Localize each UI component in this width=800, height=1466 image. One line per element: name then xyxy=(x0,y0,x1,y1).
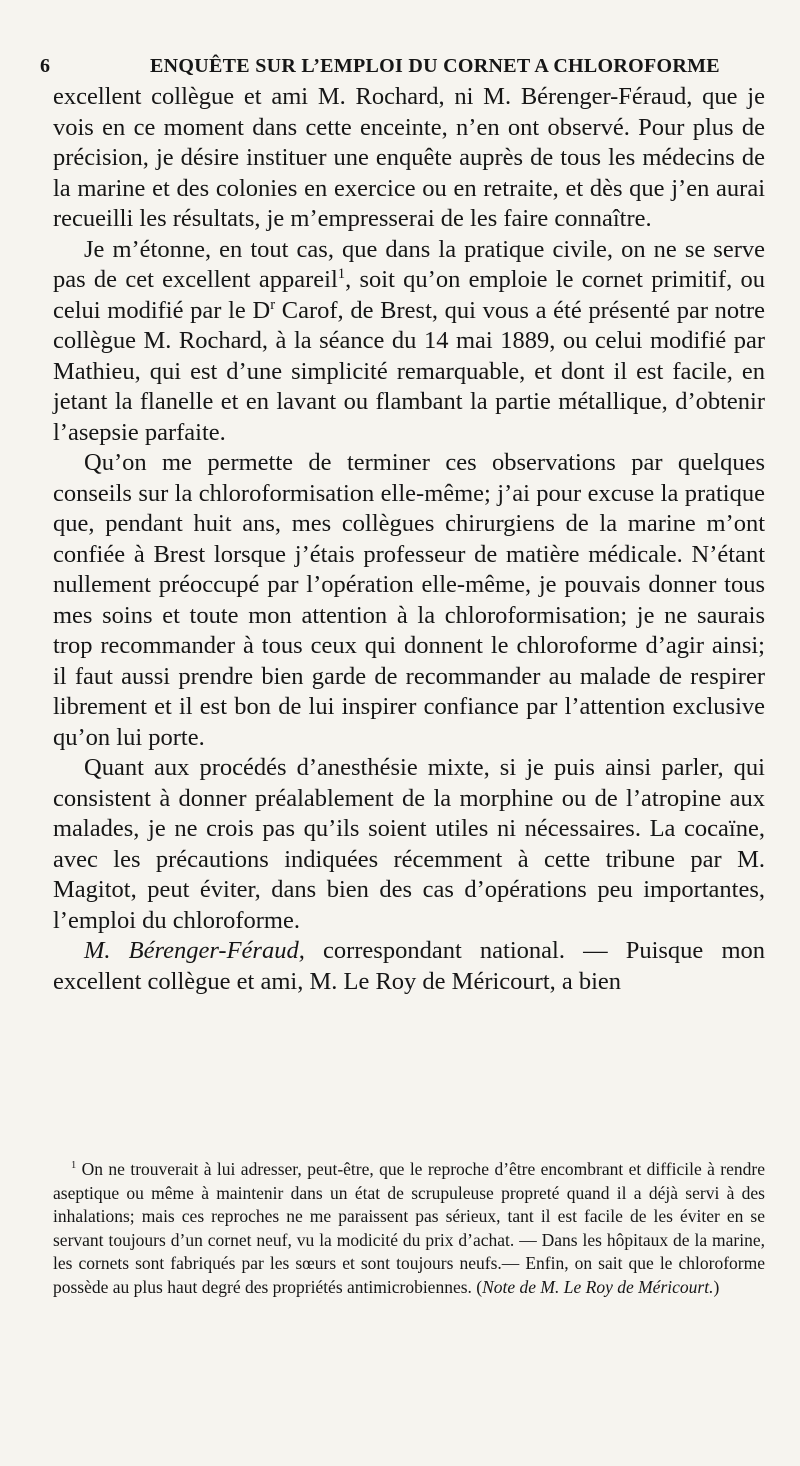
paragraph xyxy=(53,82,765,235)
footnote-text: On ne trouverait à lui adresser, peut-être, que le reproche d’être encombrant et difficile à rendre aseptique ou même à maintenir dans un état de scrupuleuse propreté quand il a déjà servi à des inhalations; mais ces reproches ne me paraissent pas sérieux, tant il est facile de les éviter en se servant toujours d’un cornet neuf, vu la modicité du prix d’achat. — Dans les hôpitaux de la marine, les cornets sont fabriqués par les sœurs et sont toujours neufs.— Enfin, on sait que le chloroforme possède au plus haut degré des propriétés antimicrobiennes. ( xyxy=(53,1159,765,1297)
paragraph-text: Qu’on me permette de terminer ces observations par quelques conseils sur la chloroformisation elle-même; j’ai pour excuse la pratique que, pendant huit ans, mes collègues chirurgiens de la marine m’ont confiée à Brest lorsque j’étais professeur de matière médicale. N’étant nullement préoccupé par l’opération elle-même, je pouvais donner tous mes soins et toute mon attention à la chloroformisation; je ne saurais trop recommander à tous ceux qui donnent le chloroforme d’agir ainsi; il faut aussi prendre bien garde de recommander au malade de respirer librement et il est bon de lui inspirer confiance par l’attention exclusive qu’on lui porte. xyxy=(53,449,765,751)
footnote-reference: 1 xyxy=(337,265,346,282)
footnote-marker: 1 xyxy=(71,1160,77,1172)
footnote-attribution: Note de M. Le Roy de Méricourt. xyxy=(482,1276,714,1297)
paragraph xyxy=(53,448,765,753)
paragraph xyxy=(53,936,765,997)
paragraph xyxy=(53,753,765,936)
paragraph-text: Carof, de Brest, qui vous a été présenté par notre collègue M. Rochard, à la séance du 14 mai 1889, ou celui modifié par Mathieu, qui est d’une simplicité remarquable, et dont il est facile, en jetant la flanelle et en lavant ou flambant la partie métallique, d’obtenir l’asepsie parfaite. xyxy=(53,296,765,446)
running-header xyxy=(40,50,765,82)
paragraph-text: excellent collègue et ami M. Rochard, ni M. Bérenger-Féraud, que je vois en ce moment dans cette enceinte, n’en ont observé. Pour plus de précision, je désire instituer une enquête auprès de tous les médecins de la marine et des colonies en exercice ou en retraite, et dès que j’en aurai recueilli les résultats, je m’empresserai de les faire connaître. xyxy=(53,83,765,232)
page-number: 6 xyxy=(40,55,50,77)
paragraph-text: Quant aux procédés d’anesthésie mixte, si je puis ainsi parler, qui consistent à donner préalablement de la morphine ou de l’atropine aux malades, je ne crois pas qu’ils soient utiles ni nécessaires. La cocaïne, avec les précautions indiquées récemment à cette tribune par M. Magitot, peut éviter, dans bien des cas d’opérations peu importantes, l’emploi du chloroforme. xyxy=(53,754,765,934)
paragraph-text: correspondant national. — Puisque mon excellent collègue et ami, M. Le Roy de Méricourt, a bien xyxy=(53,937,765,995)
footnote-paragraph xyxy=(53,1158,765,1299)
footnote xyxy=(53,1158,765,1299)
running-title: ENQUÊTE SUR L’EMPLOI DU CORNET A CHLOROFORME xyxy=(150,55,720,77)
paragraph xyxy=(53,235,765,449)
paragraph-text: , soit qu’on emploie le cornet primitif, ou celui modifié par le D xyxy=(53,266,765,324)
paragraph-text: Je m’étonne, en tout cas, que dans la pratique civile, on ne se serve pas de cet excellent appareil xyxy=(53,235,765,293)
doctor-abbreviation-superscript: r xyxy=(270,296,276,313)
main-text xyxy=(53,82,765,997)
footnote-close: ) xyxy=(713,1276,720,1297)
speaker-name: M. Bérenger-Féraud, xyxy=(84,937,305,964)
